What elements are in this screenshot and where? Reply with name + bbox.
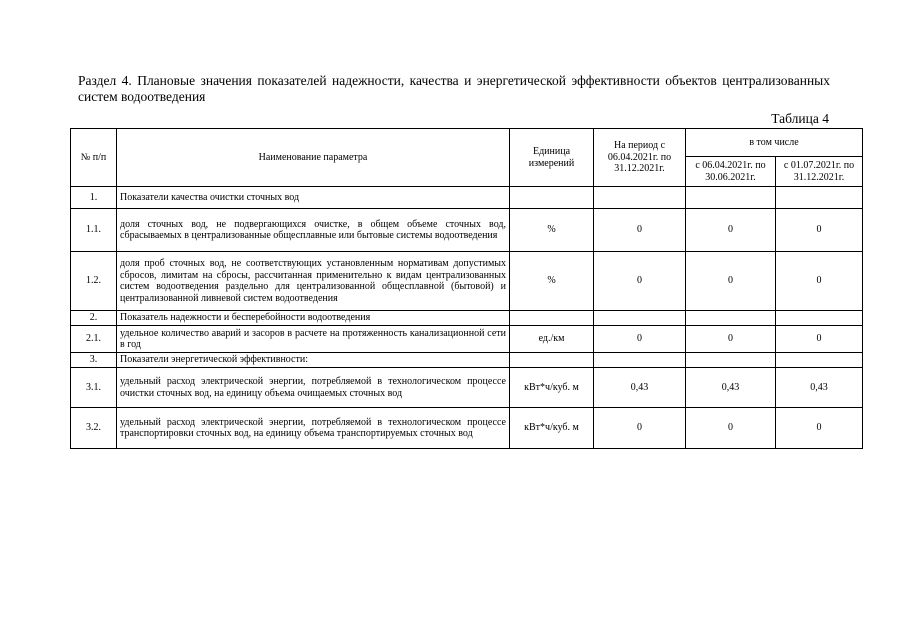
header-unit: Единица измерений [510,129,594,187]
section-heading: Раздел 4. Плановые значения показателей надежности, качества и энергетической эффективности объектов централизованных систем водоотведения [78,73,830,104]
header-including: в том числе [686,129,863,157]
row-unit [510,311,594,326]
row-value-sub1: 0,43 [686,368,776,408]
header-sub-period-2: с 01.07.2021г. по 31.12.2021г. [776,157,863,187]
row-name: удельное количество аварий и засоров в расчете на протяженность канализационной сети в год [117,326,510,353]
table-row [71,209,863,252]
table-row [71,252,863,311]
row-value-sub2: 0 [776,252,863,311]
table-number: Таблица 4 [771,111,829,126]
indicators-table [70,128,863,449]
table-row [71,408,863,449]
row-value-sub2 [776,353,863,368]
row-unit: % [510,209,594,252]
row-name: удельный расход электрической энергии, потребляемой в технологическом процессе транспортировки сточных вод, на единицу объема транспортируемых сточных вод [117,408,510,449]
row-unit: % [510,252,594,311]
row-unit: ед./км [510,326,594,353]
row-name: доля сточных вод, не подвергающихся очистке, в общем объеме сточных вод, сбрасываемых в централизованные общесплавные или бытовые системы водоотведения [117,209,510,252]
header-period: На период с 06.04.2021г. по 31.12.2021г. [594,129,686,187]
table-row [71,326,863,353]
row-value-period: 0 [594,252,686,311]
row-value-sub2: 0 [776,408,863,449]
header-num: № п/п [71,129,117,187]
row-name: доля проб сточных вод, не соответствующих установленным нормативам допустимых сбросов, лимитам на сбросы, рассчитанная применительно к видам централизованных систем водоотведения раздельно для централизованной общесплавной (бытовой) и централизованной ливневой систем водоотведения [117,252,510,311]
row-value-sub2: 0 [776,326,863,353]
row-unit [510,187,594,209]
row-number: 1.1. [71,209,117,252]
row-value-sub1: 0 [686,209,776,252]
row-number: 3.2. [71,408,117,449]
row-value-sub2 [776,187,863,209]
row-value-sub1: 0 [686,408,776,449]
row-number: 2. [71,311,117,326]
row-unit: кВт*ч/куб. м [510,408,594,449]
header-sub-period-1: с 06.04.2021г. по 30.06.2021г. [686,157,776,187]
row-name: удельный расход электрической энергии, потребляемой в технологическом процессе очистки сточных вод, на единицу объема очищаемых сточных вод [117,368,510,408]
row-number: 1. [71,187,117,209]
row-value-sub1: 0 [686,252,776,311]
row-value-sub1 [686,353,776,368]
table-row [71,311,863,326]
row-number: 3. [71,353,117,368]
row-value-period: 0 [594,326,686,353]
row-unit [510,353,594,368]
row-name: Показатели качества очистки сточных вод [117,187,510,209]
table-row [71,353,863,368]
row-number: 1.2. [71,252,117,311]
row-value-sub2 [776,311,863,326]
row-name: Показатели энергетической эффективности: [117,353,510,368]
row-value-sub1 [686,311,776,326]
header-name: Наименование параметра [117,129,510,187]
table-row [71,187,863,209]
row-value-sub1 [686,187,776,209]
row-unit: кВт*ч/куб. м [510,368,594,408]
table-row [71,368,863,408]
row-name: Показатель надежности и бесперебойности водоотведения [117,311,510,326]
row-value-period: 0,43 [594,368,686,408]
row-value-period: 0 [594,209,686,252]
row-value-period [594,353,686,368]
row-value-sub2: 0 [776,209,863,252]
row-number: 3.1. [71,368,117,408]
row-value-sub1: 0 [686,326,776,353]
row-number: 2.1. [71,326,117,353]
row-value-sub2: 0,43 [776,368,863,408]
row-value-period [594,187,686,209]
row-value-period: 0 [594,408,686,449]
row-value-period [594,311,686,326]
